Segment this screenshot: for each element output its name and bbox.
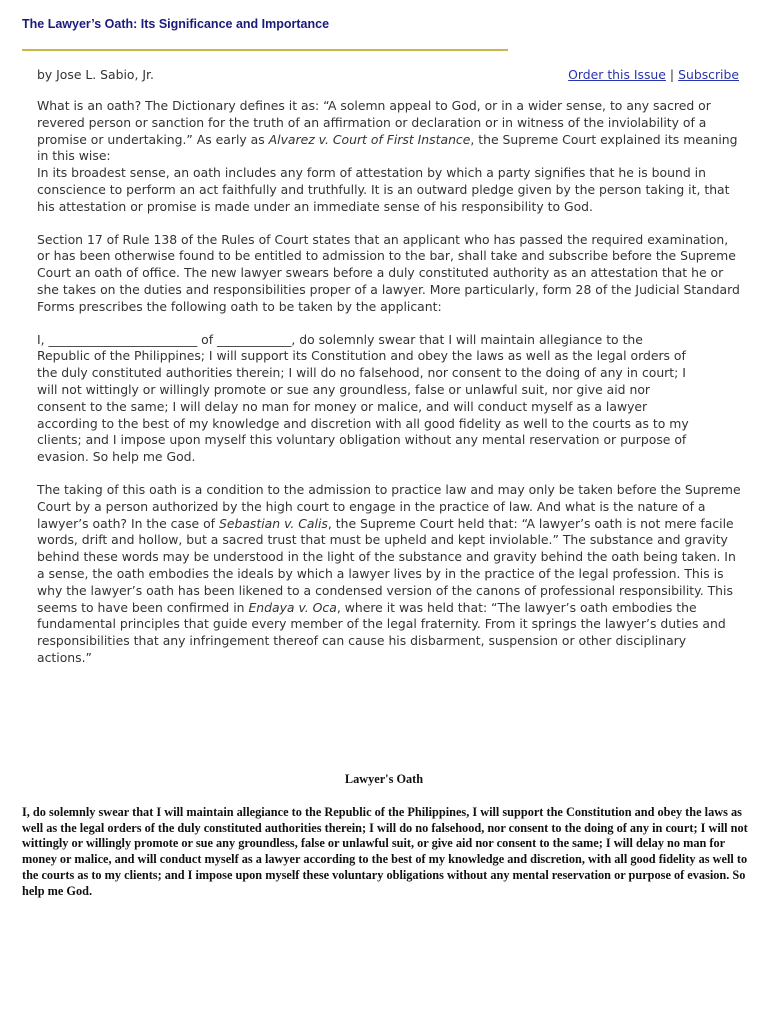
article-paragraph-1: What is an oath? The Dictionary defines it as: “A solemn appeal to God, or in a wider sense, to any sacred or revered person or sanction for the truth of an affirmation or declaration or in witness of the inviolability of a promise or undertaking.” As early as Alvarez v. Court of First Instance, the Supreme Court explained its meaning in this wise: <box>37 98 738 164</box>
oath-heading: Lawyer's Oath <box>344 772 424 786</box>
author-byline: by Jose L. Sabio, Jr. <box>37 67 154 82</box>
block-quote-definition: In its broadest sense, an oath includes any form of attestation by which a party signifies that he is bound in conscience to perform an act faithfully and truthfully. It is an outward pledge given by the person taking it, that his attestation or promise is made under an immediate sense of his responsibility to God. <box>37 165 730 214</box>
byline-row <box>37 67 739 83</box>
link-separator: | <box>669 67 675 82</box>
article-paragraph-3: The taking of this oath is a condition to the admission to practice law and may only be taken before the Supreme Court by a person authorized by the high court to engage in the practice of law. And what is the nature of a lawyer’s oath? In the case of Sebastian v. Calis, the Supreme Court held that: “A lawyer’s oath is not mere facile words, drift and hollow, but a sacred trust that must be upheld and kept inviolable.” The substance and gravity behind these words may be understood in the light of the substance and gravity behind the oath being taken. In a sense, the oath embodies the ideals by which a lawyer lives by in the practice of the legal profession. This is why the lawyer’s oath has been likened to a condensed version of the canons of professional responsibility. This seems to have been confirmed in Endaya v. Oca, where it was held that: “The lawyer’s oath embodies the fundamental principles that guide every member of the legal fraternity. From it springs the lawyer’s duties and responsibilities that any infringement thereof can cause his disbarment, suspension or other disciplinary actions.” <box>37 481 741 665</box>
article-paragraph-2: Section 17 of Rule 138 of the Rules of Court states that an applicant who has passed the required examination, or has been otherwise found to be entitled to admission to the bar, shall take and subscribe before the Supreme Court an oath of office. The new lawyer swears before a duly constituted authority as an attestation that he or she takes on the duties and responsibilities proper of a lawyer. More particularly, form 28 of the Judicial Standard Forms prescribes the following oath to be taken by the applicant: <box>37 231 740 314</box>
subscribe-link[interactable]: Subscribe <box>678 67 739 82</box>
order-issue-link[interactable]: Order this Issue <box>568 67 666 82</box>
oath-text: I, do solemnly swear that I will maintain allegiance to the Republic of the Philippines, I will support the Constitution and obey the laws as well as the legal orders of the duly constituted authorities therein; I will do no falsehood, nor consent to the doing of any in court; I will not wittingly or willingly promote or sue any groundless, false or unlawful suit, or give aid nor consent to the same; I will delay no man for money or malice, and will conduct myself as a lawyer according to the best of my knowledge and discretion, with all good fidelity as well to the courts as to my clients; and I impose upon myself these voluntary obligations without any mental reservation or purpose of evasion. So help me God. <box>22 805 748 898</box>
article-body <box>37 98 743 667</box>
case-citation: Sebastian v. Calis <box>218 515 328 531</box>
case-citation: Endaya v. Oca <box>248 599 337 615</box>
title-divider <box>22 49 508 51</box>
page-title: The Lawyer’s Oath: Its Significance and Importance <box>22 17 330 31</box>
block-quote-form-oath: I, ________________________ of ____________, do solemnly swear that I will maintain allegiance to the Republic of the Philippines; I will support its Constitution and obey the laws as well as the legal orders of the duly constituted authorities therein; I will do no falsehood, nor consent to the doing of any in court; I will not wittingly or willingly promote or sue any groundless, false or unlawful suit, nor give aid nor consent to the same; I will delay no man for money or malice, and will conduct myself as a lawyer according to the best of my knowledge and discretion with all good fidelity as well to the courts as to my clients; and I impose upon myself this voluntary obligation without any mental reservation or purpose of evasion. So help me God. <box>37 331 689 465</box>
case-citation: Alvarez v. Court of First Instance <box>268 131 471 147</box>
issue-links <box>568 67 739 83</box>
